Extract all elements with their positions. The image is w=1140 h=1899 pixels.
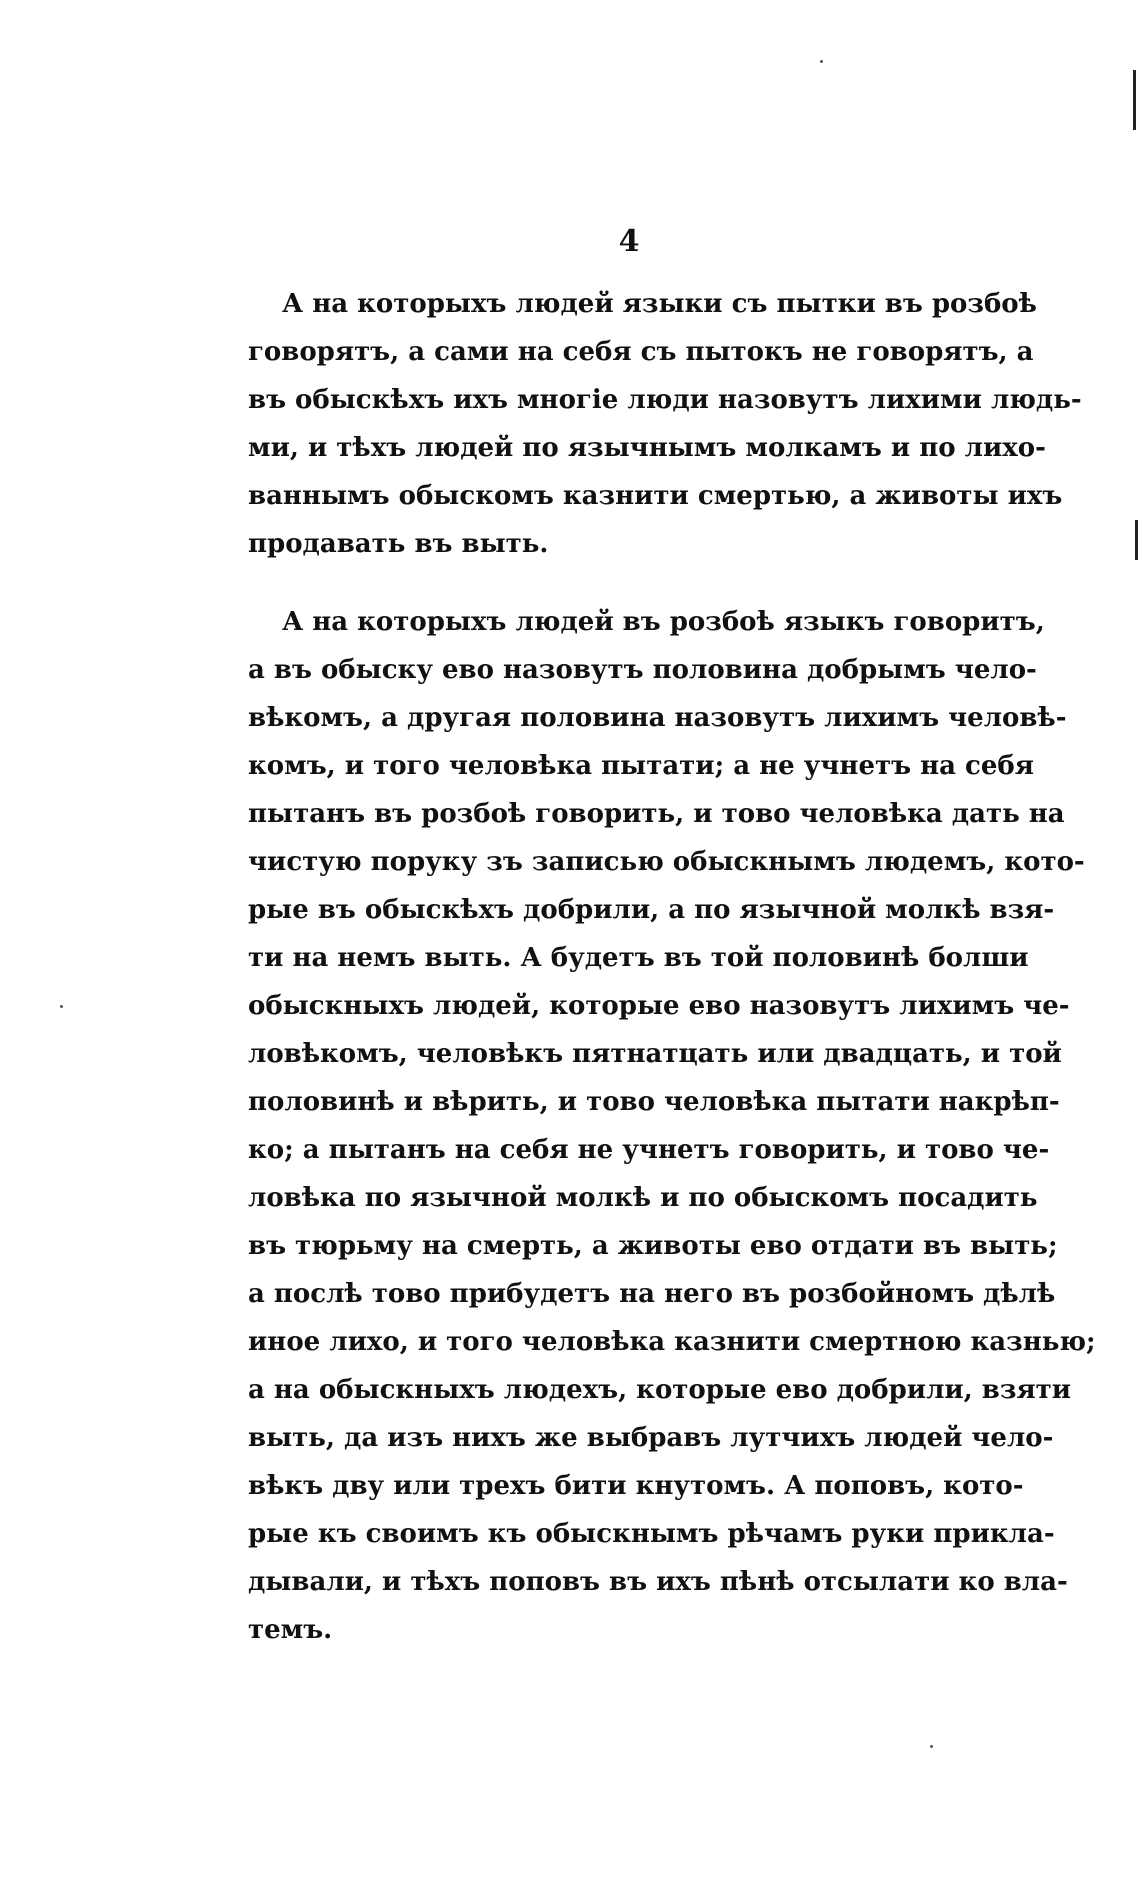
text-line: ти на немъ выть. А будетъ въ той половинѣ болши <box>248 943 1029 973</box>
text-line: а на обыскныхъ людехъ, которые ево добрили, взяти <box>248 1375 1072 1405</box>
text-line: половинѣ и вѣрить, и тово человѣка пытати накрѣп- <box>248 1087 1060 1117</box>
scan-speck <box>930 1745 933 1748</box>
text-line: ко; а пытанъ на себя не учнетъ говорить, и тово че- <box>248 1135 1050 1165</box>
scan-speck <box>820 60 823 63</box>
text-line: рые въ обыскѣхъ добрили, а по язычной молкѣ взя- <box>248 895 1055 925</box>
margin-edge-mark <box>1133 70 1136 130</box>
text-line: ваннымъ обыскомъ казнити смертью, а животы ихъ <box>248 481 1063 511</box>
text-line: вѣкъ дву или трехъ бити кнутомъ. А поповъ, кото- <box>248 1471 1024 1501</box>
text-line: продавать въ выть. <box>248 529 549 559</box>
text-line: вѣкомъ, а другая половина назовутъ лихимъ человѣ- <box>248 703 1067 733</box>
paragraph-2 <box>248 598 1096 1654</box>
text-line: говорятъ, а сами на себя съ пытокъ не говорятъ, а <box>248 337 1034 367</box>
text-line: пытанъ въ розбоѣ говорить, и тово человѣка дать на <box>248 799 1065 829</box>
text-line: а послѣ тово прибудетъ на него въ розбойномъ дѣлѣ <box>248 1279 1056 1309</box>
text-line: рые къ своимъ къ обыскнымъ рѣчамъ руки прикла- <box>248 1519 1055 1549</box>
paragraph-1 <box>248 280 1082 568</box>
text-line: дывали, и тѣхъ поповъ въ ихъ пѣнѣ отсылати ко вла- <box>248 1567 1068 1597</box>
page-number: 4 <box>618 224 640 259</box>
text-line: комъ, и того человѣка пытати; а не учнетъ на себя <box>248 751 1034 781</box>
text-line: въ обыскѣхъ ихъ многіе люди назовутъ лихими людь- <box>248 385 1082 415</box>
text-line: А на которыхъ людей въ розбоѣ языкъ говоритъ, <box>282 607 1045 637</box>
text-line: въ тюрьму на смерть, а животы ево отдати въ выть; <box>248 1231 1058 1261</box>
text-line: выть, да изъ нихъ же выбравъ лутчихъ людей чело- <box>248 1423 1054 1453</box>
text-line: темъ. <box>248 1615 333 1645</box>
text-line: чистую поруку зъ записью обыскнымъ людемъ, кото- <box>248 847 1085 877</box>
margin-edge-mark <box>1135 520 1138 560</box>
scan-speck <box>60 1005 63 1008</box>
text-line: обыскныхъ людей, которые ево назовутъ лихимъ че- <box>248 991 1070 1021</box>
text-line: иное лихо, и того человѣка казнити смертною казнью; <box>248 1327 1096 1357</box>
text-line: ми, и тѣхъ людей по язычнымъ молкамъ и по лихо- <box>248 433 1046 463</box>
text-line: ловѣкомъ, человѣкъ пятнатцать или двадцать, и той <box>248 1039 1062 1069</box>
text-line: А на которыхъ людей языки съ пытки въ розбоѣ <box>282 289 1037 319</box>
text-line: а въ обыску ево назовутъ половина добрымъ чело- <box>248 655 1037 685</box>
text-line: ловѣка по язычной молкѣ и по обыскомъ посадить <box>248 1183 1038 1213</box>
